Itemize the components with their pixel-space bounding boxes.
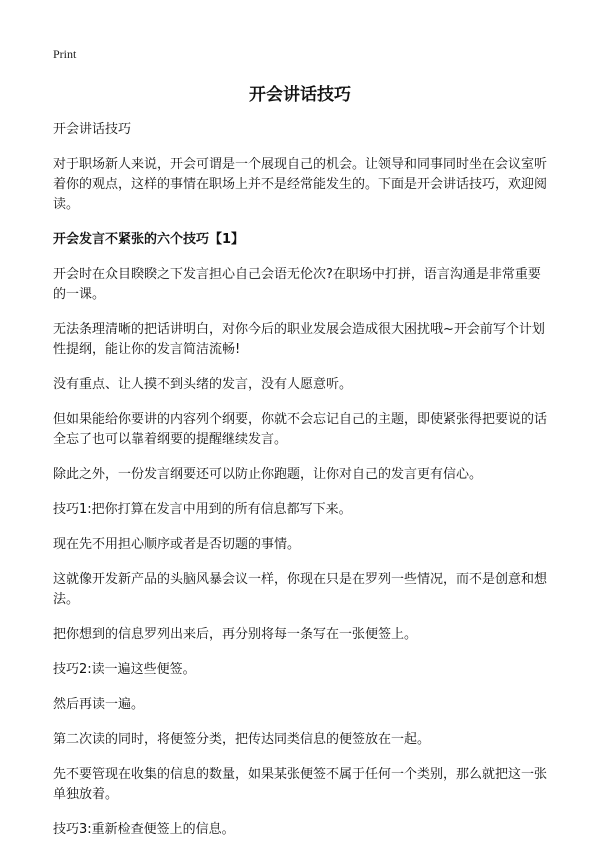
paragraph: 这就像开发新产品的头脑风暴会议一样，你现在只是在罗列一些情况，而不是创意和想法。 bbox=[53, 572, 548, 607]
print-link[interactable]: Print bbox=[53, 47, 77, 61]
paragraph: 除此之外，一份发言纲要还可以防止你跑题，让你对自己的发言更有信心。 bbox=[53, 467, 483, 482]
tip-paragraph: 技巧1:把你打算在发言中用到的所有信息都写下来。 bbox=[53, 502, 352, 517]
tip-paragraph: 技巧3:重新检查便签上的信息。 bbox=[53, 822, 235, 837]
document-title: 开会讲话技巧 bbox=[249, 85, 351, 105]
tip-paragraph: 技巧2:读一遍这些便签。 bbox=[53, 662, 196, 677]
paragraph: 第二次读的同时，将便签分类，把传达同类信息的便签放在一起。 bbox=[53, 732, 431, 747]
paragraph: 现在先不用担心顺序或者是否切题的事情。 bbox=[53, 537, 301, 552]
paragraph: 但如果能给你要讲的内容列个纲要，你就不会忘记自己的主题，即使紧张得把要说的话全忘了也可以靠着纲要的提醒继续发言。 bbox=[53, 412, 548, 447]
paragraph: 无法条理清晰的把话讲明白，对你今后的职业发展会造成很大困扰哦~开会前写个计划性提纲，能让你的发言简洁流畅! bbox=[53, 322, 545, 357]
paragraph: 把你想到的信息罗列出来后，再分别将每一条写在一张便签上。 bbox=[53, 627, 418, 642]
paragraph: 没有重点、让人摸不到头绪的发言，没有人愿意听。 bbox=[53, 377, 353, 392]
paragraph: 开会时在众目睽睽之下发言担心自己会语无伦次?在职场中打拼，语言沟通是非常重要的一课。 bbox=[53, 267, 541, 302]
intro-paragraph: 对于职场新人来说，开会可谓是一个展现自己的机会。让领导和同事同时坐在会议室听着你的观点，这样的事情在职场上并不是经常能发生的。下面是开会讲话技巧，欢迎阅读。 bbox=[53, 157, 548, 212]
document-subtitle: 开会讲话技巧 bbox=[53, 122, 132, 137]
paragraph: 先不要管现在收集的信息的数量，如果某张便签不属于任何一个类别，那么就把这一张单独放着。 bbox=[53, 767, 548, 802]
section-heading: 开会发言不紧张的六个技巧【1】 bbox=[53, 232, 245, 247]
paragraph: 然后再读一遍。 bbox=[53, 697, 145, 712]
document-body bbox=[53, 120, 553, 855]
